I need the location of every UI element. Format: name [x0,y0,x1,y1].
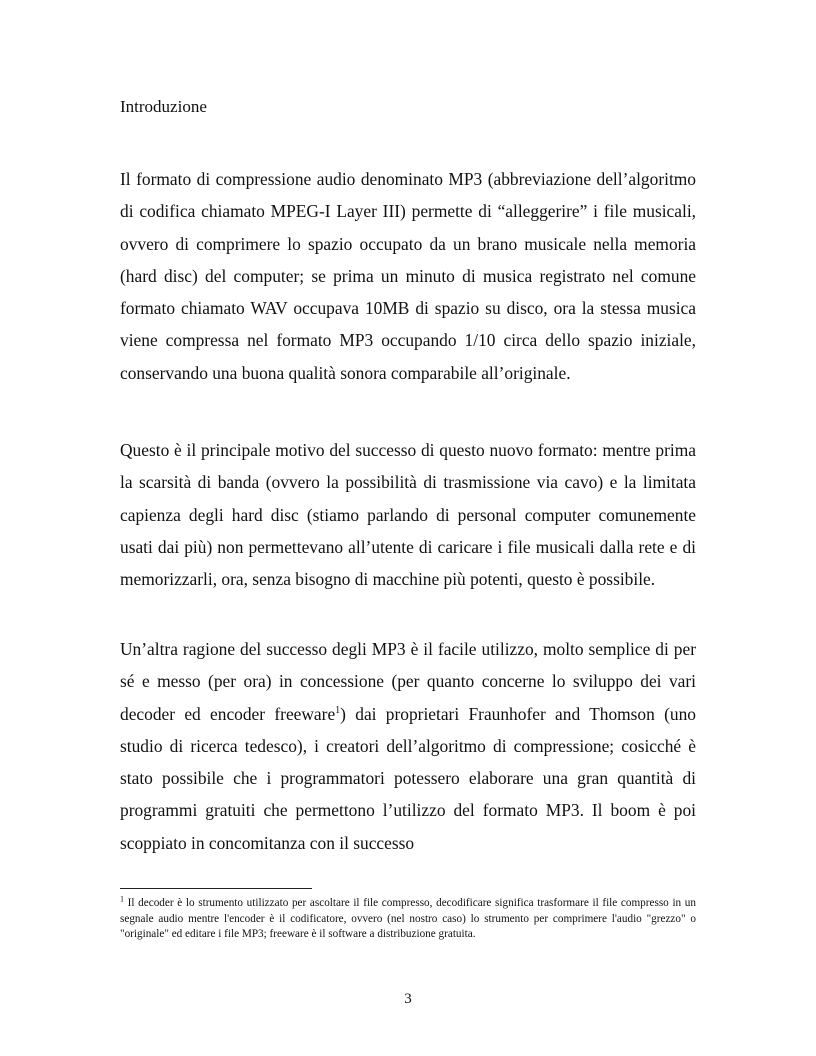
footnote-text: Il decoder è lo strumento utilizzato per ascoltare il file compresso, decodificare significa trasformare il file compresso in un segnale audio mentre l'encoder è il codificatore, ovvero (nel nostro caso) lo strumento per comprimere l'audio "grezzo" o "originale" ed editare i file MP3; freeware è il software a distribuzione gratuita. [120,897,696,941]
footnote [120,896,696,943]
footnote-reference: 1 [335,704,341,716]
footnote-marker: 1 [120,894,124,904]
paragraph-1: Il formato di compressione audio denominato MP3 (abbreviazione dell’algoritmo di codifica chiamato MPEG-I Layer III) permette di “alleggerire” i file musicali, ovvero di comprimere lo spazio occupato da un brano musicale nella memoria (hard disc) del computer; se prima un minuto di musica registrato nel comune formato chiamato WAV occupava 10MB di spazio su disco, ora la stessa musica viene compressa nel formato MP3 occupando 1/10 circa dello spazio iniziale, conservando una buona qualità sonora comparabile all’originale. [120,169,696,383]
footnote-separator [120,888,312,889]
section-heading: Introduzione [120,97,207,116]
paragraph-3 [120,633,696,859]
paragraph-3-text-start: Un’altra ragione del successo degli MP3 è il facile utilizzo, molto semplice di per sé e messo (per ora) in concessione (per quanto concerne lo sviluppo dei vari decoder ed encoder freeware [120,639,696,724]
paragraph-2: Questo è il principale motivo del successo di questo nuovo formato: mentre prima la scarsità di banda (ovvero la possibilità di trasmissione via cavo) e la limitata capienza degli hard disc (stiamo parlando di personal computer comunemente usati dai più) non permettevano all’utente di caricare i file musicali dalla rete e di memorizzarli, ora, senza bisogno di macchine più potenti, questo è possibile. [120,440,696,590]
page-number: 3 [404,991,412,1007]
paragraph-3-text-end: ) dai proprietari Fraunhofer and Thomson (uno studio di ricerca tedesco), i creatori dell’algoritmo di compressione; cosicché è stato possibile che i programmatori potessero elaborare una gran quantità di programmi gratuiti che permettono l’utilizzo del formato MP3. Il boom è poi scoppiato in concomitanza con il successo [120,703,696,853]
